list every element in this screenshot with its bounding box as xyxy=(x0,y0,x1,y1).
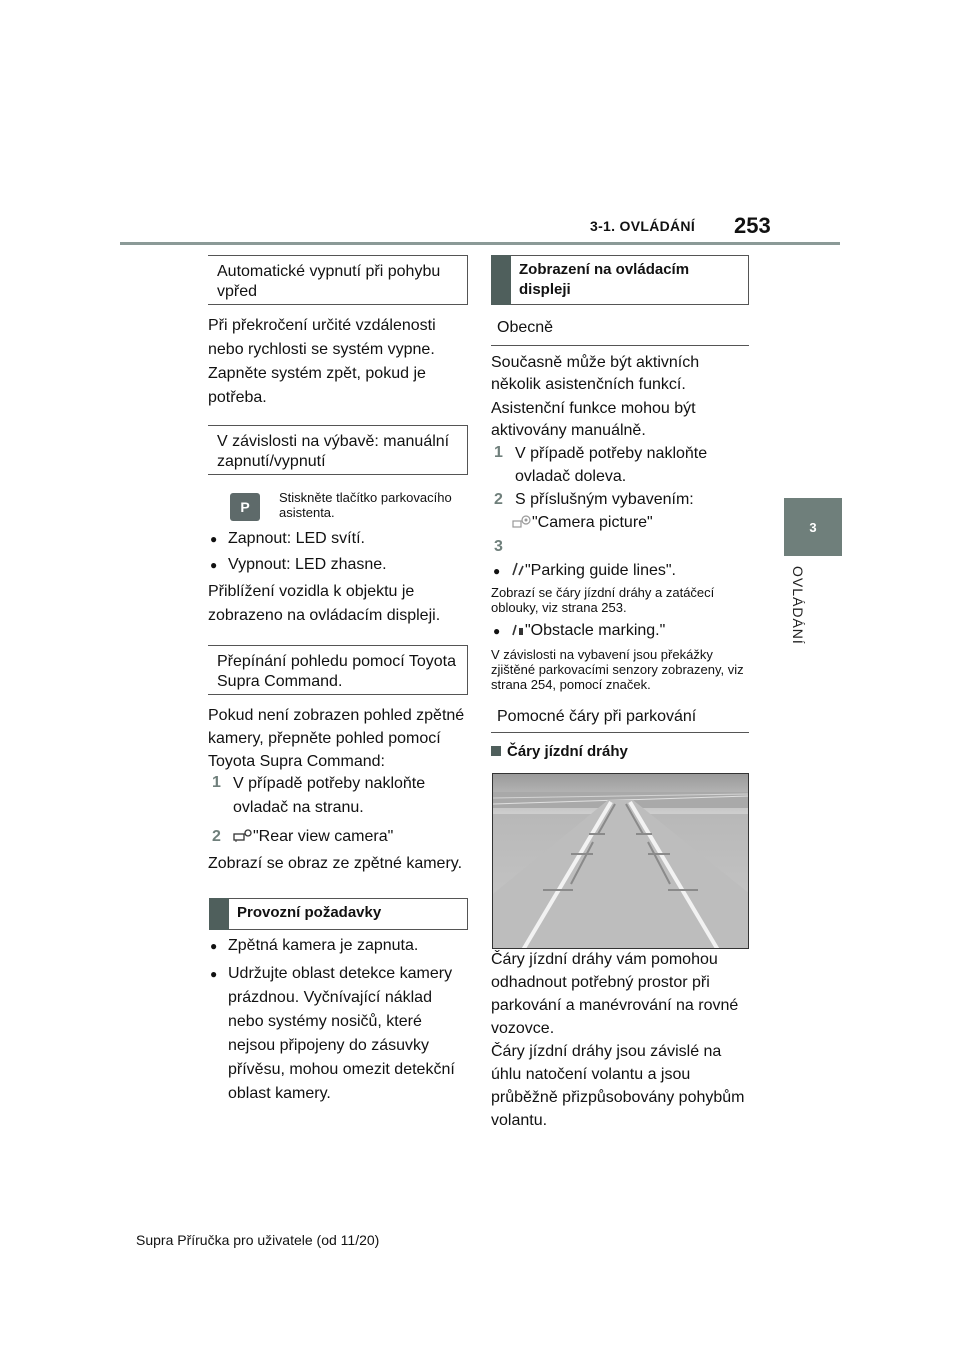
bullet-obstacle-text: "Obstacle marking." xyxy=(525,622,666,639)
step-equipment: S příslušným vybavením: xyxy=(515,491,694,508)
box-auto-off xyxy=(208,255,468,305)
guide-lines-icon xyxy=(511,562,525,576)
para-approach: Přiblížení vozidla k objektu je zobrazeno na ovládacím displeji. xyxy=(208,583,441,624)
box-general-text: Obecně xyxy=(497,319,554,336)
step-camera-picture xyxy=(512,512,752,534)
step-number: 1 xyxy=(494,444,503,461)
heading-requirements-text: Provozní požadavky xyxy=(237,904,382,921)
para-lane-lines-help: Čáry jízdní dráhy vám pomohou odhadnout potřebný prostor při parkování a manévrování na rovné vozovce. xyxy=(491,951,739,1037)
para-distance: Při překročení určité vzdálenosti nebo rychlosti se systém vypne. xyxy=(208,317,436,358)
page-number: 253 xyxy=(734,213,771,238)
subheading-lane-lines xyxy=(491,741,753,763)
box-switch-view-text: Přepínání pohledu pomocí Toyota Supra Command. xyxy=(217,653,456,690)
box-switch-view xyxy=(208,645,468,695)
para-manual: Asistenční funkce mohou být aktivovány manuálně. xyxy=(491,400,696,439)
para-several: Současně může být aktivních několik asistenčních funkcí. xyxy=(491,354,700,393)
box-auto-off-text: Automatické vypnutí při pohybu vpřed xyxy=(217,263,441,300)
heading-bar xyxy=(491,255,511,305)
parking-button-glyph: P xyxy=(240,499,250,515)
step-tilt-side: V případě potřeby nakloňte ovladač na stranu. xyxy=(233,775,426,816)
heading-bar xyxy=(209,898,229,930)
bullet-led-off: ● Vypnout: LED zhasne. xyxy=(228,554,468,576)
button-note: Stiskněte tlačítko parkovacího asistenta. xyxy=(279,490,452,520)
footer-manual-title: Supra Příručka pro uživatele (od 11/20) xyxy=(136,1232,380,1248)
step-number: 3 xyxy=(494,538,503,555)
section-title: 3-1. OVLÁDÁNÍ xyxy=(590,218,696,234)
heading-requirements xyxy=(209,898,468,930)
chapter-tab: 3 xyxy=(784,498,842,556)
box-general xyxy=(491,318,749,346)
chapter-tab-label: OVLÁDÁNÍ xyxy=(790,566,806,645)
header-rule xyxy=(120,242,840,245)
step-number: 1 xyxy=(212,774,221,791)
step-number: 2 xyxy=(494,491,503,508)
lane-lines-illustration xyxy=(492,773,749,949)
box-manual-text: V závislosti na výbavě: manuální zapnutí/vypnutí xyxy=(217,433,450,470)
step-rear-view-text: "Rear view camera" xyxy=(253,828,394,845)
heading-display-text: Zobrazení na ovládacím displeji xyxy=(519,261,690,298)
camera-picture-icon xyxy=(512,514,532,528)
bullet-camera-on: ● Zpětná kamera je zapnuta. xyxy=(228,935,468,957)
bullet-keep-clear: ● Udržujte oblast detekce kamery prázdnou. Vyčnívající náklad nebo systémy nosičů, které nejsou připojeny do zásuvky přívěsu, mohou omezit detekční oblast kamery. xyxy=(228,962,470,1106)
lane-lines-svg xyxy=(493,774,749,949)
bullet-guide-lines-text: "Parking guide lines". xyxy=(525,562,676,579)
heading-display xyxy=(491,255,749,305)
obstacle-marking-icon xyxy=(511,622,525,636)
para-image-shown: Zobrazí se obraz ze zpětné kamery. xyxy=(208,855,463,872)
square-marker xyxy=(491,746,501,756)
parking-assistant-button-icon xyxy=(230,493,260,521)
step-rear-view xyxy=(233,826,473,848)
bullet-led-on: ● Zapnout: LED svítí. xyxy=(228,528,468,550)
para-lane-lines-steering: Čáry jízdní dráhy jsou závislé na úhlu natočení volantu a jsou průběžně přizpůsobovány pohybům volantu. xyxy=(491,1043,745,1129)
rear-camera-icon xyxy=(233,828,253,842)
subheading-lane-lines-text: Čáry jízdní dráhy xyxy=(507,743,628,760)
box-manual xyxy=(208,425,468,475)
step-tilt-left: V případě potřeby nakloňte ovladač doleva. xyxy=(515,445,708,485)
box-parking-lines-text: Pomocné čáry při parkování xyxy=(497,708,697,725)
note-obstacle: V závislosti na vybavení jsou překážky zjištěné parkovacími senzory zobrazeny, viz strana 254, pomocí značek. xyxy=(491,647,744,692)
note-guide-lines: Zobrazí se čáry jízdní dráhy a zatáčecí oblouky, viz strana 253. xyxy=(491,585,715,615)
bullet-guide-lines xyxy=(511,560,751,582)
step-camera-picture-text: "Camera picture" xyxy=(532,514,653,531)
box-parking-lines xyxy=(491,703,749,733)
para-restart: Zapněte systém zpět, pokud je potřeba. xyxy=(208,365,426,406)
chapter-tab-label-wrap xyxy=(790,566,830,656)
step-number: 2 xyxy=(212,828,221,845)
bullet-obstacle xyxy=(511,620,751,642)
para-rear-cam: Pokud není zobrazen pohled zpětné kamery, přepněte pohled pomocí Toyota Supra Command: xyxy=(208,707,465,770)
